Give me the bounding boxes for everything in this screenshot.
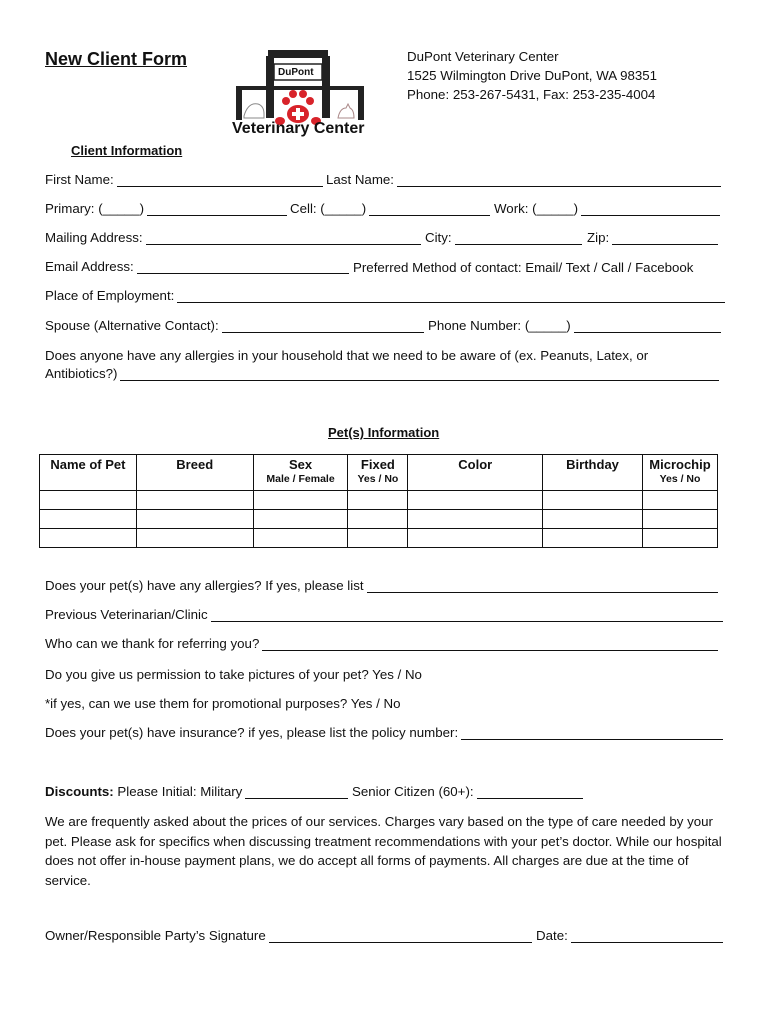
senior-discount-field[interactable] [352, 784, 583, 799]
clinic-name: DuPont Veterinary Center [407, 49, 559, 64]
date-field[interactable] [536, 928, 723, 943]
senior-label: Senior Citizen (60+): [352, 784, 474, 799]
email-label: Email Address: [45, 259, 134, 274]
work-phone-label: Work: (_____) [494, 201, 579, 216]
clinic-phone: Phone: 253-267-5431, Fax: 253-235-4004 [407, 87, 656, 102]
col-microchip: Microchip Yes / No [642, 455, 717, 491]
date-label: Date: [536, 928, 568, 943]
spouse-phone-label: Phone Number: (_____) [428, 318, 571, 333]
table-row[interactable] [40, 491, 718, 510]
mailing-address-field[interactable] [45, 230, 421, 245]
primary-phone-field[interactable] [45, 201, 287, 216]
pets-info-heading: Pet(s) Information [328, 425, 440, 440]
logo-caption: Veterinary Center [232, 120, 365, 137]
col-color: Color [408, 455, 543, 491]
insurance-label: Does your pet(s) have insurance? if yes, please list the policy number: [45, 725, 459, 740]
cell-phone-field[interactable] [290, 201, 490, 216]
previous-vet-label: Previous Veterinarian/Clinic [45, 607, 208, 622]
signature-label: Owner/Responsible Party’s Signature [45, 928, 266, 943]
mailing-address-label: Mailing Address: [45, 230, 143, 245]
pets-table [39, 454, 718, 548]
spouse-phone-field[interactable] [428, 318, 721, 333]
primary-phone-label: Primary: (_____) [45, 201, 145, 216]
household-allergies-label: Antibiotics?) [45, 366, 118, 381]
preferred-contact-text: Preferred Method of contact: Email/ Text / Call / Facebook [353, 260, 694, 275]
work-phone-field[interactable] [494, 201, 720, 216]
referral-field[interactable] [45, 636, 718, 651]
cell-phone-label: Cell: (_____) [290, 201, 367, 216]
logo-text: DuPont [278, 67, 314, 78]
city-field[interactable] [425, 230, 582, 245]
household-allergies-question: Does anyone have any allergies in your household that we need to be aware of (ex. Peanuts, Latex, or [45, 348, 649, 363]
last-name-field[interactable] [326, 172, 721, 187]
table-row[interactable] [40, 529, 718, 548]
previous-vet-field[interactable] [45, 607, 723, 622]
employment-label: Place of Employment: [45, 288, 175, 303]
referral-label: Who can we thank for referring you? [45, 636, 260, 651]
zip-label: Zip: [587, 230, 610, 245]
zip-field[interactable] [587, 230, 718, 245]
col-birthday: Birthday [543, 455, 643, 491]
promotional-use-question: *if yes, can we use them for promotional purposes? Yes / No [45, 696, 401, 711]
clinic-logo [230, 46, 370, 141]
email-field[interactable] [45, 259, 349, 274]
table-row[interactable] [40, 510, 718, 529]
household-allergies-field[interactable] [45, 366, 719, 381]
city-label: City: [425, 230, 452, 245]
first-name-field[interactable] [45, 172, 323, 187]
pricing-paragraph: We are frequently asked about the prices of our services. Charges vary based on the type of care needed by your pet. Please ask for specifics when discussing treatment recommendations with your pet’s doctor. While our hospital does not offer in-house payment plans, we do accept all forms of payments. All charges are due at the time of service. [45, 814, 722, 888]
spouse-field[interactable] [45, 318, 424, 333]
signature-field[interactable] [45, 928, 532, 943]
col-breed: Breed [136, 455, 253, 491]
col-sex: Sex Male / Female [253, 455, 348, 491]
military-discount-field[interactable] [45, 784, 348, 799]
employment-field[interactable] [45, 288, 725, 303]
first-name-label: First Name: [45, 172, 114, 187]
clinic-address: 1525 Wilmington Drive DuPont, WA 98351 [407, 68, 658, 83]
pictures-permission-question: Do you give us permission to take pictures of your pet? Yes / No [45, 667, 422, 682]
col-fixed: Fixed Yes / No [348, 455, 408, 491]
insurance-field[interactable] [45, 725, 723, 740]
form-title: New Client Form [45, 49, 188, 69]
pets-table-header [40, 455, 718, 491]
col-name-of-pet: Name of Pet [40, 455, 137, 491]
pet-allergies-label: Does your pet(s) have any allergies? If yes, please list [45, 578, 364, 593]
spouse-label: Spouse (Alternative Contact): [45, 318, 219, 333]
last-name-label: Last Name: [326, 172, 394, 187]
client-info-heading: Client Information [71, 143, 183, 158]
pet-allergies-field[interactable] [45, 578, 718, 593]
discounts-label: Discounts: [45, 784, 114, 799]
military-label: Please Initial: Military [117, 784, 243, 799]
